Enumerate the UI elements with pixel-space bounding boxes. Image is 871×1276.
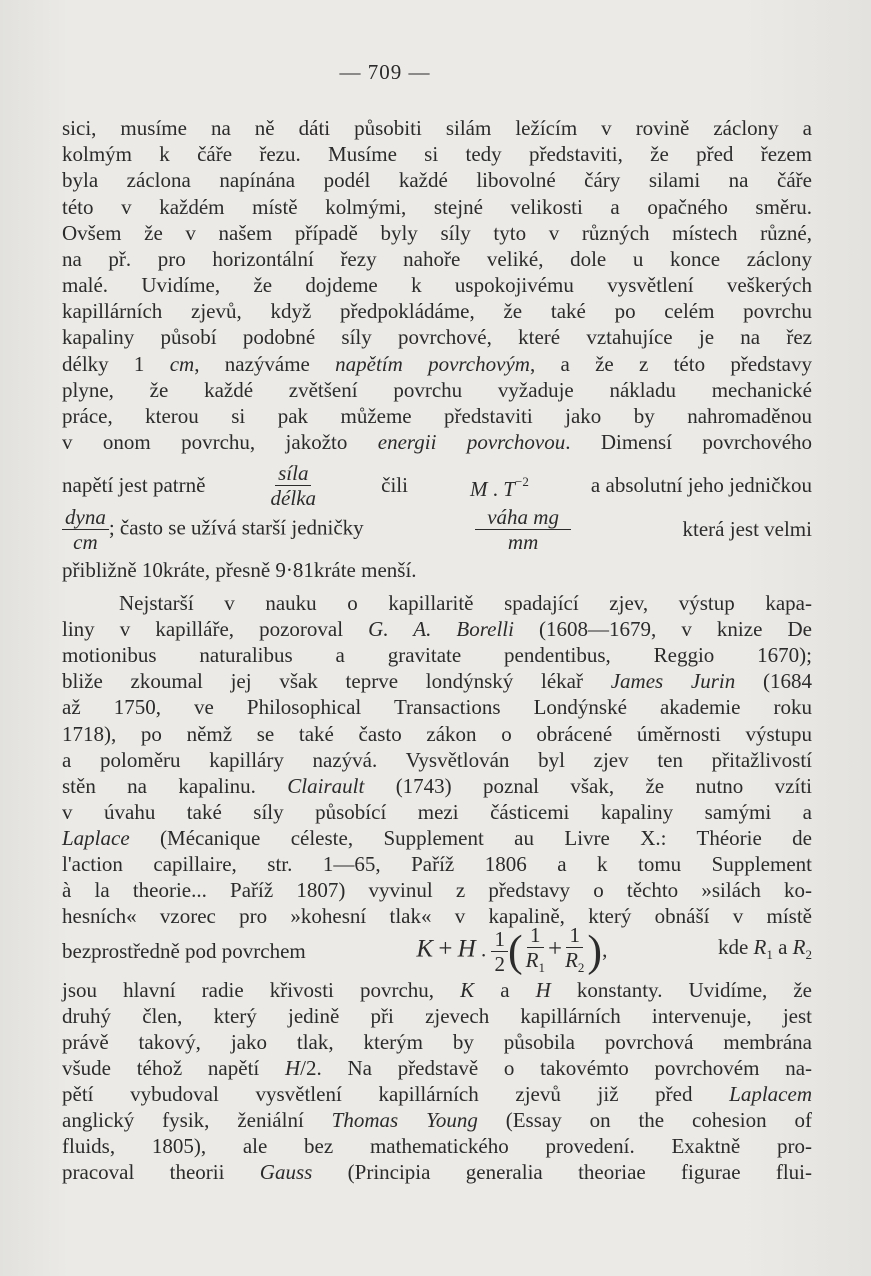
text-line: [62, 220, 812, 246]
text: liny v kapilláře, pozoroval: [62, 617, 369, 642]
text: délky 1: [62, 351, 170, 376]
text: kapaliny působí podobné síly povrchové, které vztahujíce je na řez: [62, 325, 812, 350]
italic-text: Laplace: [62, 825, 130, 850]
text-line: [62, 825, 812, 851]
text: l'action capillaire, str. 1—65, Paříž 1806 a k tomu Supplement: [62, 852, 812, 876]
text: Nejstarší v nauku o kapillaritě spadající zjev, výstup kapa-: [119, 591, 812, 615]
numerator: 1: [491, 927, 508, 952]
text: čili: [381, 473, 408, 497]
text: plyne, že každé zvětšení povrchu vyžaduje nákladu mechanické: [62, 377, 812, 402]
italic-text: K: [460, 978, 475, 1002]
paren-open: (: [507, 926, 523, 975]
text-line: přibližně 10kráte, přesně 9·81kráte menší.: [62, 558, 417, 582]
text: motionibus naturalibus a gravitate pendentibus, Reggio 1670);: [62, 643, 812, 668]
text-line: [62, 799, 812, 825]
text: až 1750, ve Philosophical Transactions Londýnské akademie roku: [62, 695, 812, 720]
symbol-R: R: [525, 947, 539, 972]
text: malé. Uvidíme, že dojdeme k uspokojivému vysvětlení veškerých: [62, 273, 812, 298]
italic-text: Clairault: [287, 773, 365, 798]
italic-text: energii povrchovou: [377, 430, 566, 455]
fraction-vaha-mm: [475, 505, 571, 554]
text-line: [62, 721, 812, 747]
text: a: [474, 978, 536, 1002]
text: (Mécanique céleste, Supplement au Livre X.: Théorie de: [129, 825, 812, 850]
text-line: [62, 1055, 812, 1081]
italic-text: H: [535, 978, 551, 1002]
text: všude téhož napětí: [62, 1056, 285, 1080]
text: jsou hlavní radie křivosti povrchu,: [62, 978, 461, 1002]
fraction-1-R1: [523, 923, 548, 980]
laplace-formula: K + H . $\frac{1}{2}$ ( $\frac{1}{R_1}$ + $\frac{1}{R_2}$ ),: [416, 923, 607, 980]
numerator: dyna: [62, 505, 109, 530]
text-line: [62, 194, 812, 220]
text-line: [62, 1159, 812, 1185]
text: v onom povrchu, jakožto: [62, 430, 378, 455]
text-line: [62, 668, 812, 694]
text: která jest velmi: [682, 517, 812, 541]
symbol-R: R: [565, 947, 578, 972]
text-line: [62, 1003, 812, 1029]
fraction-sila-delka: [268, 461, 319, 510]
numerator: 1: [566, 923, 583, 948]
text-line: [62, 377, 812, 403]
text: , a že z této představy: [529, 351, 813, 376]
text: /2. Na představě o takovémto povrchovém na-: [300, 1056, 813, 1080]
formula-line-laplace: [62, 922, 812, 976]
subscript: 2: [577, 959, 585, 975]
text: (1684: [735, 669, 812, 694]
denominator: 2: [494, 951, 505, 976]
text-line: [62, 694, 812, 720]
text: na př. pro horizontální řezy nahoře veliké, dole u konce záclony: [62, 246, 812, 271]
text-line: [62, 1133, 812, 1159]
text-line: [62, 246, 812, 272]
numerator: síla: [275, 461, 311, 486]
paren-close: ): [587, 926, 603, 975]
numerator: 1: [527, 923, 544, 948]
text-line: [62, 642, 812, 668]
text-line: [62, 298, 812, 324]
text: , nazýváme: [194, 351, 336, 376]
text-line: [62, 1029, 812, 1055]
denominator: cm: [73, 529, 98, 554]
text: hesních« vzorec pro »kohesní tlak« v kapalině, který obnáší v místě: [62, 904, 812, 929]
text: . Dimensí povrchového: [565, 430, 813, 455]
text: sici, musíme na ně dáti působiti silám ležícím v rovině záclony a: [62, 116, 812, 140]
text: (Principia generalia theoriae figurae flui-: [312, 1160, 813, 1184]
denominator: délka: [270, 485, 317, 510]
plus: +: [547, 934, 563, 962]
italic-text: Gauss: [259, 1160, 313, 1184]
formula-line-units: [62, 505, 812, 553]
symbol-M: M: [470, 476, 488, 501]
text-line: [62, 590, 812, 616]
text: a absolutní jeho jedničkou: [590, 473, 812, 497]
text: kapillárních zjevů, když předpokládáme, že také po celém povrchu: [62, 299, 812, 324]
numerator: váha mg: [475, 505, 571, 530]
text-line: [62, 977, 812, 1003]
text: kde $R_1$ a $R_2$: [717, 935, 812, 962]
text-line: [62, 773, 812, 799]
text: druhý člen, který jedině při zjevech kapillárních intervenuje, jest: [62, 1004, 812, 1028]
subscript: 1: [538, 959, 545, 975]
dot: .: [492, 476, 499, 501]
text: anglický fysik, ženiální: [62, 1108, 332, 1132]
symbol-T: T: [503, 476, 515, 501]
formula-line-tension: [62, 460, 812, 510]
text-line: [62, 272, 812, 298]
text: (Essay on the cohesion of: [477, 1108, 812, 1132]
italic-text: G. A. Borelli: [368, 617, 514, 642]
text: Ovšem že v našem případě byly síly tyto v různých místech různé,: [62, 220, 812, 245]
page-number: — 709 —: [339, 60, 431, 84]
plus: +: [438, 934, 453, 962]
text: ; často se užívá starší jedničky: [108, 514, 364, 539]
text: pracoval theorii: [62, 1160, 260, 1184]
dot: .: [480, 936, 487, 961]
text: kolmým k čáře řezu. Musíme si tedy představiti, že před řezem: [62, 142, 812, 167]
text-line: [62, 851, 812, 877]
text: v úvahu také síly působící mezi částicemi kapaliny samými a: [62, 799, 812, 824]
symbol-H: H: [457, 934, 476, 962]
text: à la theorie... Paříž 1807) vyvinul z představy o těchto »silách ko-: [62, 878, 812, 903]
text-line: [62, 747, 812, 773]
italic-text: Thomas Young: [331, 1108, 478, 1132]
text-line: [62, 616, 812, 642]
symbol-K: K: [416, 934, 434, 962]
italic-text: H: [284, 1056, 301, 1080]
text: práce, kterou si pak můžeme představiti jako by nahromaděnou: [62, 403, 812, 428]
text: a poloměru kapilláry nazývá. Vysvětlován byl zjev ten přitažlivostí: [62, 747, 812, 772]
text-line: [62, 403, 812, 429]
dimension-formula: [470, 469, 529, 502]
text: této v každém místě kolmými, stejné velikosti a opačného směru.: [62, 194, 812, 219]
fraction-dyna-cm: [62, 505, 109, 554]
text: napětí jest patrně: [62, 473, 206, 497]
italic-text: Laplacem: [729, 1082, 812, 1106]
fraction-half: [491, 927, 508, 976]
text: konstanty. Uvidíme, že: [550, 978, 812, 1002]
denominator: mm: [507, 529, 539, 554]
text: fluids, 1805), ale bez mathematického provedení. Exaktně pro-: [62, 1134, 812, 1158]
text-line: [62, 141, 812, 167]
text-line: [62, 1107, 812, 1133]
text: 1718), po němž se také často zákon o obrácené úměrnosti výstupu: [62, 721, 812, 746]
units-group: [62, 505, 364, 554]
text: (1743) poznal však, že nutno vzíti: [364, 773, 812, 798]
italic-text: James Jurin: [610, 669, 736, 694]
text: bliže zkoumal jej však teprve londýnský lékař: [62, 669, 611, 694]
italic-text: napětím povrchovým: [335, 351, 530, 376]
italic-text: cm: [169, 351, 195, 376]
exponent: −2: [514, 473, 529, 489]
text-line: [62, 351, 812, 377]
text-line: [62, 429, 812, 455]
text-line: [62, 167, 812, 193]
text-line: [62, 877, 812, 903]
text-line: [62, 324, 812, 350]
text: bezprostředně pod povrchem: [62, 939, 306, 963]
text-line: [62, 115, 812, 141]
text: právě takový, jako tlak, kterým by působila povrchová membrána: [62, 1030, 812, 1054]
text: (1608—1679, v knize De: [513, 617, 812, 642]
text: stěn na kapalinu.: [62, 773, 288, 798]
text: pětí vybudoval vysvětlení kapillárních zjevů již před: [62, 1082, 730, 1106]
text-line: [62, 1081, 812, 1107]
text: byla záclona napínána podél každé libovolné čáry silami na čáře: [62, 168, 812, 193]
fraction-1-R2: [562, 923, 587, 980]
